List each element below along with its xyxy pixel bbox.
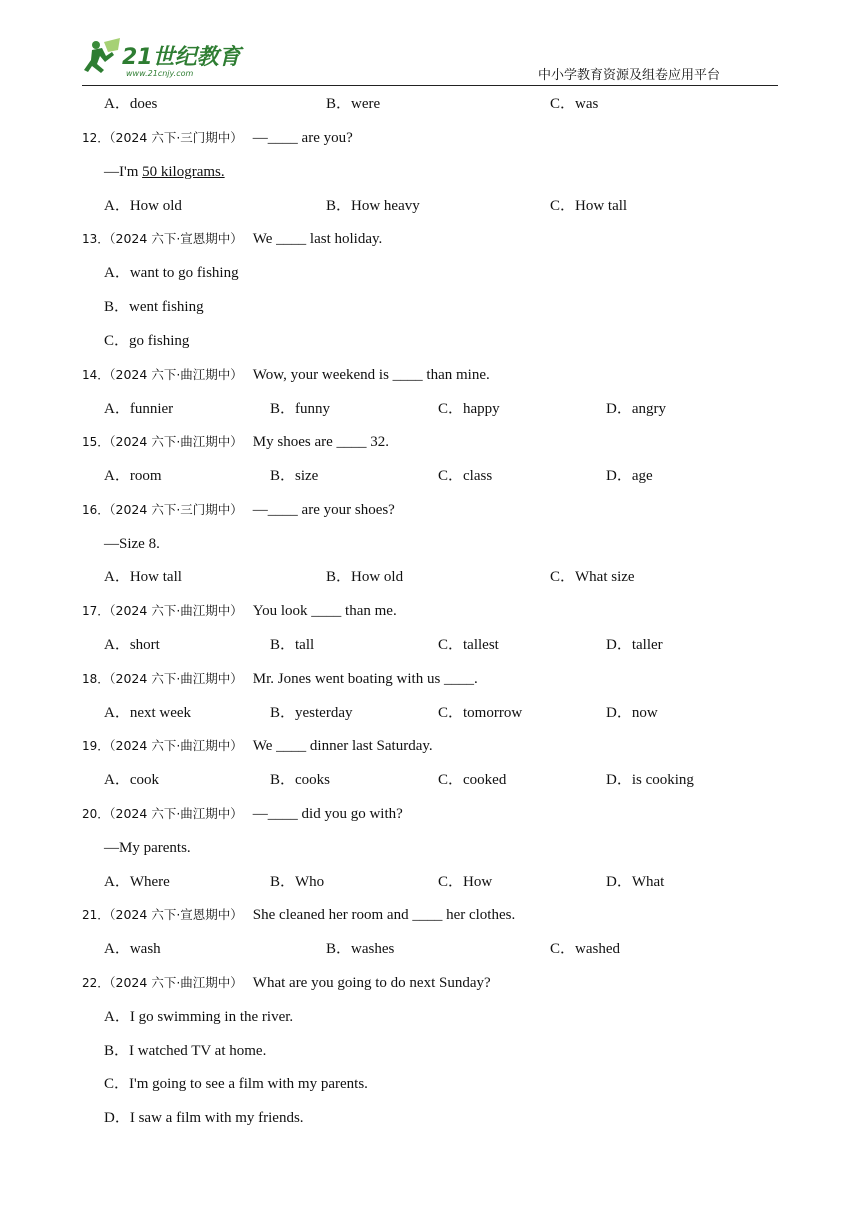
option-a: A．short bbox=[104, 637, 160, 653]
option-a: A．cook bbox=[104, 772, 159, 788]
question-stem: 13．（2024 六下·宣恩期中） We ____ last holiday. bbox=[82, 231, 383, 247]
option-b: B．I watched TV at home. bbox=[104, 1043, 267, 1059]
question-reply: —My parents. bbox=[104, 840, 191, 856]
option-c: C．class bbox=[438, 468, 493, 484]
question-stem: 15．（2024 六下·曲江期中） My shoes are ____ 32. bbox=[82, 434, 390, 450]
question-stem: 19．（2024 六下·曲江期中） We ____ dinner last Saturday. bbox=[82, 738, 433, 754]
logo-url-text: www.21cnjy.com bbox=[126, 69, 194, 78]
option-c: C．go fishing bbox=[104, 333, 190, 349]
running-figure-icon bbox=[84, 38, 120, 73]
option-b: B．Who bbox=[270, 874, 325, 890]
option-a: A．How old bbox=[104, 198, 182, 214]
question-reply: —I'm 50 kilograms. bbox=[104, 164, 225, 180]
option-b: B．were bbox=[326, 96, 381, 112]
option-a: A．room bbox=[104, 468, 162, 484]
option-c: C．was bbox=[550, 96, 599, 112]
option-b: B．cooks bbox=[270, 772, 331, 788]
option-b: B．How heavy bbox=[326, 198, 420, 214]
option-c: C．tomorrow bbox=[438, 705, 523, 721]
option-d: D．What bbox=[606, 874, 665, 890]
logo-main-text: 21世纪教育 bbox=[122, 45, 241, 70]
header-divider bbox=[82, 85, 778, 86]
option-c: C．I'm going to see a film with my parents. bbox=[104, 1076, 368, 1092]
option-a: A．does bbox=[104, 96, 158, 112]
option-c: C．tallest bbox=[438, 637, 499, 653]
option-b: B．tall bbox=[270, 637, 315, 653]
option-d: D．I saw a film with my friends. bbox=[104, 1110, 304, 1126]
logo bbox=[82, 38, 252, 80]
option-c: C．washed bbox=[550, 941, 620, 957]
option-b: B．went fishing bbox=[104, 299, 204, 315]
option-c: C．How bbox=[438, 874, 493, 890]
question-stem: 20．（2024 六下·曲江期中） —____ did you go with? bbox=[82, 806, 403, 822]
option-d: D．angry bbox=[606, 401, 666, 417]
option-d: D．is cooking bbox=[606, 772, 694, 788]
option-a: A．next week bbox=[104, 705, 192, 721]
question-stem: 21．（2024 六下·宣恩期中） She cleaned her room and ____ her clothes. bbox=[82, 907, 516, 923]
question-reply: —Size 8. bbox=[104, 536, 160, 552]
option-a: A．Where bbox=[104, 874, 170, 890]
question-stem: 18．（2024 六下·曲江期中） Mr. Jones went boating with us ____. bbox=[82, 671, 478, 687]
option-b: B．funny bbox=[270, 401, 331, 417]
option-c: C．happy bbox=[438, 401, 500, 417]
option-d: D．now bbox=[606, 705, 658, 721]
question-stem: 16．（2024 六下·三门期中） —____ are your shoes? bbox=[82, 502, 395, 518]
option-c: C．How tall bbox=[550, 198, 628, 214]
platform-name: 中小学教育资源及组卷应用平台 bbox=[538, 68, 721, 83]
option-c: C．What size bbox=[550, 569, 635, 585]
option-a: A．want to go fishing bbox=[104, 265, 239, 281]
option-a: A．wash bbox=[104, 941, 161, 957]
question-stem: 14．（2024 六下·曲江期中） Wow, your weekend is ____ than mine. bbox=[82, 367, 490, 383]
option-a: A．How tall bbox=[104, 569, 182, 585]
option-c: C．cooked bbox=[438, 772, 507, 788]
option-a: A．I go swimming in the river. bbox=[104, 1009, 294, 1025]
option-b: B．yesterday bbox=[270, 705, 353, 721]
question-stem: 17．（2024 六下·曲江期中） You look ____ than me. bbox=[82, 603, 397, 619]
option-a: A．funnier bbox=[104, 401, 174, 417]
question-stem: 12．（2024 六下·三门期中） —____ are you? bbox=[82, 130, 353, 146]
option-d: D．age bbox=[606, 468, 653, 484]
option-b: B．size bbox=[270, 468, 319, 484]
question-stem: 22．（2024 六下·曲江期中） What are you going to do next Sunday? bbox=[82, 975, 491, 991]
option-b: B．washes bbox=[326, 941, 395, 957]
page-header bbox=[0, 0, 860, 90]
option-b: B．How old bbox=[326, 569, 404, 585]
option-d: D．taller bbox=[606, 637, 663, 653]
